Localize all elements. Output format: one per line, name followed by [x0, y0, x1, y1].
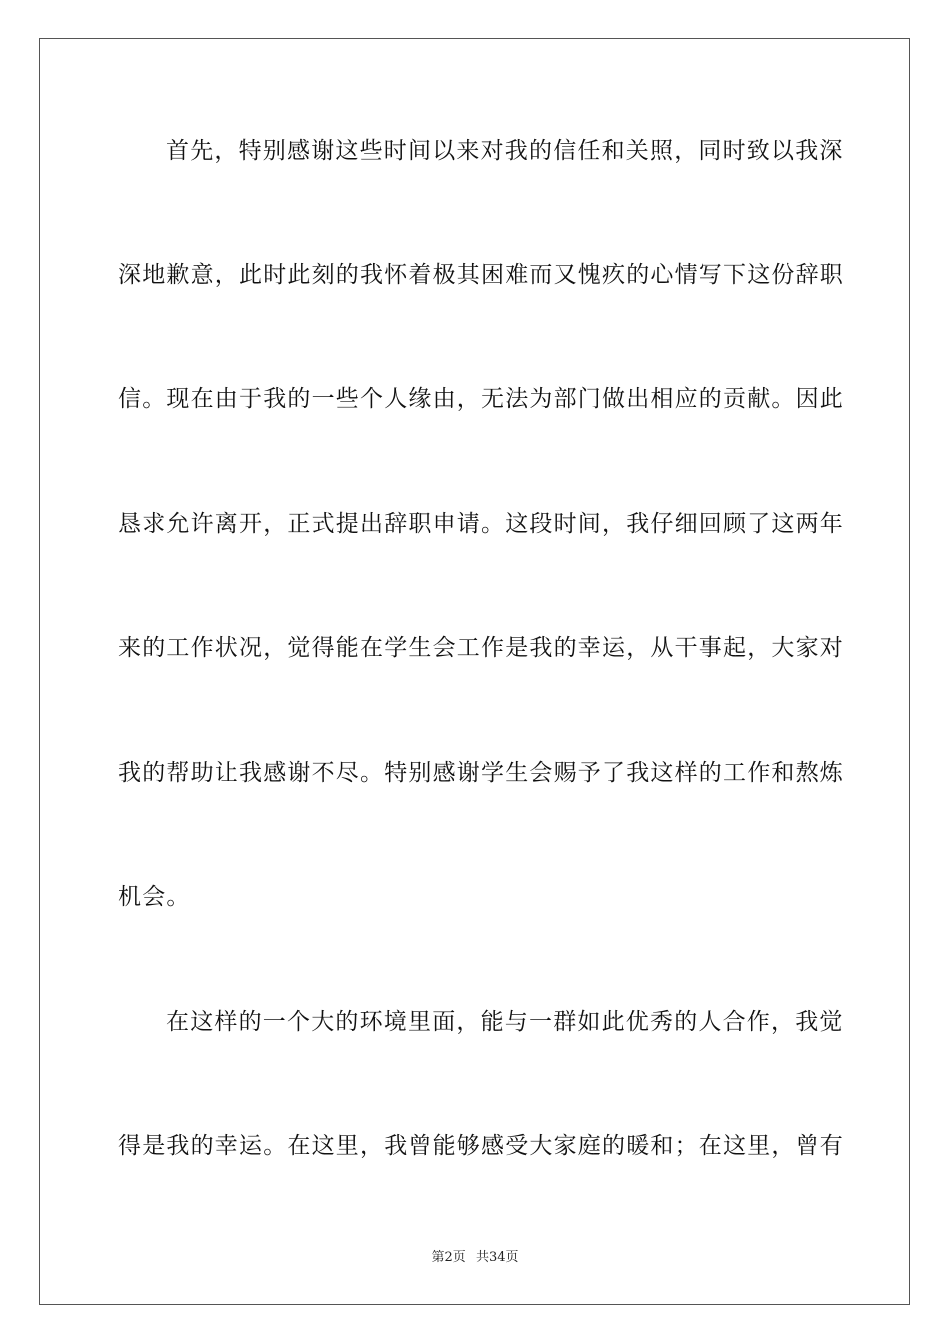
page-number: 第2页	[431, 1250, 466, 1265]
paragraph-line: 信。现在由于我的一些个人缘由，无法为部门做出相应的贡献。因此	[118, 386, 844, 412]
paragraph-line: 机会。	[118, 884, 191, 910]
paragraph-line: 在这样的一个大的环境里面，能与一群如此优秀的人合作，我觉	[166, 1009, 844, 1035]
page-frame	[39, 38, 910, 1305]
paragraph-line: 恳求允许离开，正式提出辞职申请。这段时间，我仔细回顾了这两年	[118, 511, 844, 537]
paragraph-line: 深地歉意，此时此刻的我怀着极其困难而又愧疚的心情写下这份辞职	[118, 262, 844, 288]
paragraph-line: 来的工作状况，觉得能在学生会工作是我的幸运，从干事起，大家对	[118, 635, 844, 661]
paragraph-line: 首先，特别感谢这些时间以来对我的信任和关照，同时致以我深	[166, 138, 844, 164]
page-footer	[0, 1246, 950, 1265]
page-total: 共34页	[475, 1250, 519, 1265]
paragraph-line: 我的帮助让我感谢不尽。特别感谢学生会赐予了我这样的工作和熬炼	[118, 760, 844, 786]
paragraph-line: 得是我的幸运。在这里，我曾能够感受大家庭的暖和；在这里，曾有	[118, 1133, 844, 1159]
